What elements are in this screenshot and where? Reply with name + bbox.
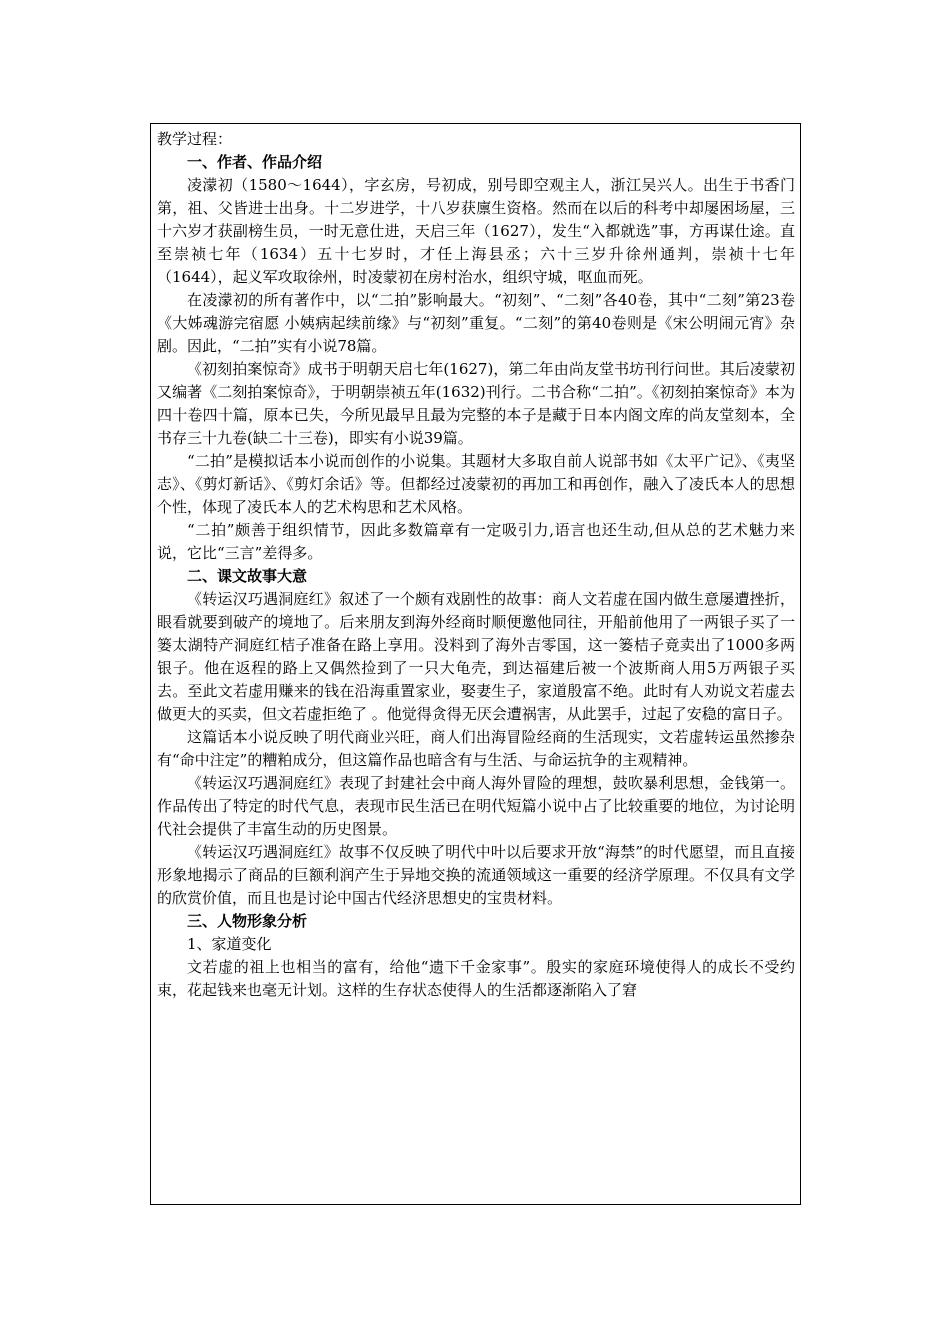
paragraph: 在凌濛初的所有著作中，以“二拍”影响最大。“初刻”、“二刻”各40卷，其中“二刻”第23卷《大姊魂游完宿愿 小姨病起续前缘》与“初刻”重复。“二刻”的第40卷则是《宋公明闹元宵》杂剧。因此，“二拍”实有小说78篇。 (157, 291, 795, 355)
paragraph: 文若虚的祖上也相当的富有，给他“遗下千金家事”。殷实的家庭环境使得人的成长不受约束，花起钱来也毫无计划。这样的生存状态使得人的生活都逐渐陷入了窘 (157, 958, 795, 999)
paragraph: 《初刻拍案惊奇》成书于明朝天启七年(1627)，第二年由尚友堂书坊刊行问世。其后凌蒙初又编著《二刻拍案惊奇》，于明朝崇祯五年(1632)刊行。二书合称“二拍”。《初刻拍案惊奇》本为四十卷四十篇，原本已失，今所见最早且最为完整的本子是藏于日本内阁文库的尚友堂刻本，全书存三十九卷(缺二十三卷)，即实有小说39篇。 (157, 360, 795, 447)
paragraph: “二拍”颇善于组织情节，因此多数篇章有一定吸引力,语言也还生动,但从总的艺术魅力来说，它比“三言”差得多。 (157, 521, 795, 562)
section-heading-story: 二、课文故事大意 (187, 567, 308, 585)
paragraph: 《转运汉巧遇洞庭红》表现了封建社会中商人海外冒险的理想，鼓吹暴利思想，金钱第一。作品传出了特定的时代气息，表现市民生活已在明代短篇小说中占了比较重要的地位，为讨论明代社会提供了丰富生动的历史图景。 (157, 774, 795, 838)
subheading-family: 1、家道变化 (187, 935, 272, 953)
section-heading-character: 三、人物形象分析 (187, 912, 308, 930)
document-body (157, 128, 795, 1002)
paragraph: 这篇话本小说反映了明代商业兴旺，商人们出海冒险经商的生活现实，文若虚转运虽然掺杂有“命中注定”的糟粕成分，但这篇作品也暗含有与生活、与命运抗争的主观精神。 (157, 728, 795, 769)
content-table-cell (150, 123, 801, 1205)
paragraph: 凌濛初（1580～1644），字玄房，号初成，别号即空观主人，浙江吴兴人。出生于书香门第，祖、父皆进士出身。十二岁进学，十八岁获廪生资格。然而在以后的科考中却屡困场屋，三十六岁才获副榜生员，一时无意仕进，天启三年（1627），发生“入都就选”事，方再谋仕途。直至崇祯七年（1634）五十七岁时，才任上海县丞；六十三岁升徐州通判，崇祯十七年（1644），起义军攻取徐州，时凌蒙初在房村治水，组织守城，呕血而死。 (157, 176, 795, 286)
paragraph: “二拍”是模拟话本小说而创作的小说集。其题材大多取自前人说部书如《太平广记》、《夷坚志》、《剪灯新话》、《剪灯余话》等。但都经过凌蒙初的再加工和再创作，融入了凌氏本人的思想个性，体现了凌氏本人的艺术构思和艺术风格。 (157, 452, 795, 516)
section-heading-author: 一、作者、作品介绍 (187, 153, 323, 171)
paragraph: 《转运汉巧遇洞庭红》故事不仅反映了明代中叶以后要求开放“海禁”的时代愿望，而且直接形象地揭示了商品的巨额利润产生于异地交换的流通领域这一重要的经济学原理。不仅具有文学的欣赏价值，而且也是讨论中国古代经济思想史的宝贵材料。 (157, 843, 795, 907)
paragraph: 《转运汉巧遇洞庭红》叙述了一个颇有戏剧性的故事：商人文若虚在国内做生意屡遭挫折，眼看就要到破产的境地了。后来朋友到海外经商时顺便邀他同往，开船前他用了一两银子买了一篓太湖特产洞庭红桔子准备在路上享用。没料到了海外吉零国，这一篓桔子竟卖出了1000多两银子。他在返程的路上又偶然捡到了一只大龟壳，到达福建后被一个波斯商人用5万两银子买去。至此文若虚用赚来的钱在沿海重置家业，娶妻生子，家道殷富不绝。此时有人劝说文若虚去做更大的买卖，但文若虚拒绝了 。他觉得贪得无厌会遭祸害，从此罢手，过起了安稳的富日子。 (157, 590, 795, 723)
teaching-process-label: 教学过程： (157, 130, 233, 148)
